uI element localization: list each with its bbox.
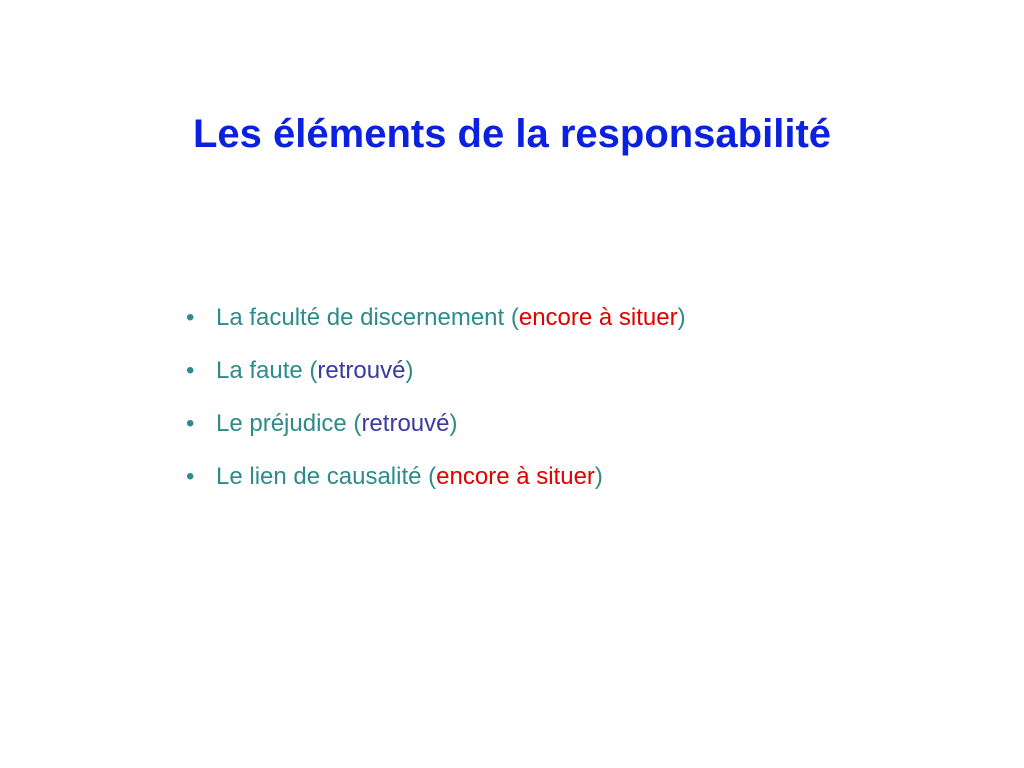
bullet-icon: • (186, 410, 195, 437)
item-status: encore à situer (436, 463, 595, 490)
item-status: retrouvé (317, 357, 406, 384)
slide-title: Les éléments de la responsabilité (192, 112, 832, 156)
item-status: encore à situer (518, 304, 678, 331)
paren-open: ( (504, 304, 519, 331)
item-text: La faculté de discernement (216, 304, 505, 331)
list-item (186, 406, 686, 459)
paren-close: ) (677, 304, 686, 331)
bullet-list (186, 300, 686, 512)
bullet-icon: • (186, 304, 195, 331)
paren-open: ( (346, 410, 362, 437)
list-item (186, 353, 686, 406)
paren-close: ) (594, 463, 603, 490)
list-item (186, 459, 686, 512)
bullet-icon: • (186, 463, 195, 490)
item-text: La faute (216, 357, 303, 384)
item-text: Le lien de causalité (216, 463, 422, 490)
paren-open: ( (302, 357, 318, 384)
item-text: Le préjudice (216, 410, 347, 437)
paren-close: ) (405, 357, 414, 384)
list-item (186, 300, 686, 353)
bullet-icon: • (186, 357, 195, 384)
paren-close: ) (449, 410, 458, 437)
item-status: retrouvé (361, 410, 450, 437)
paren-open: ( (421, 463, 437, 490)
